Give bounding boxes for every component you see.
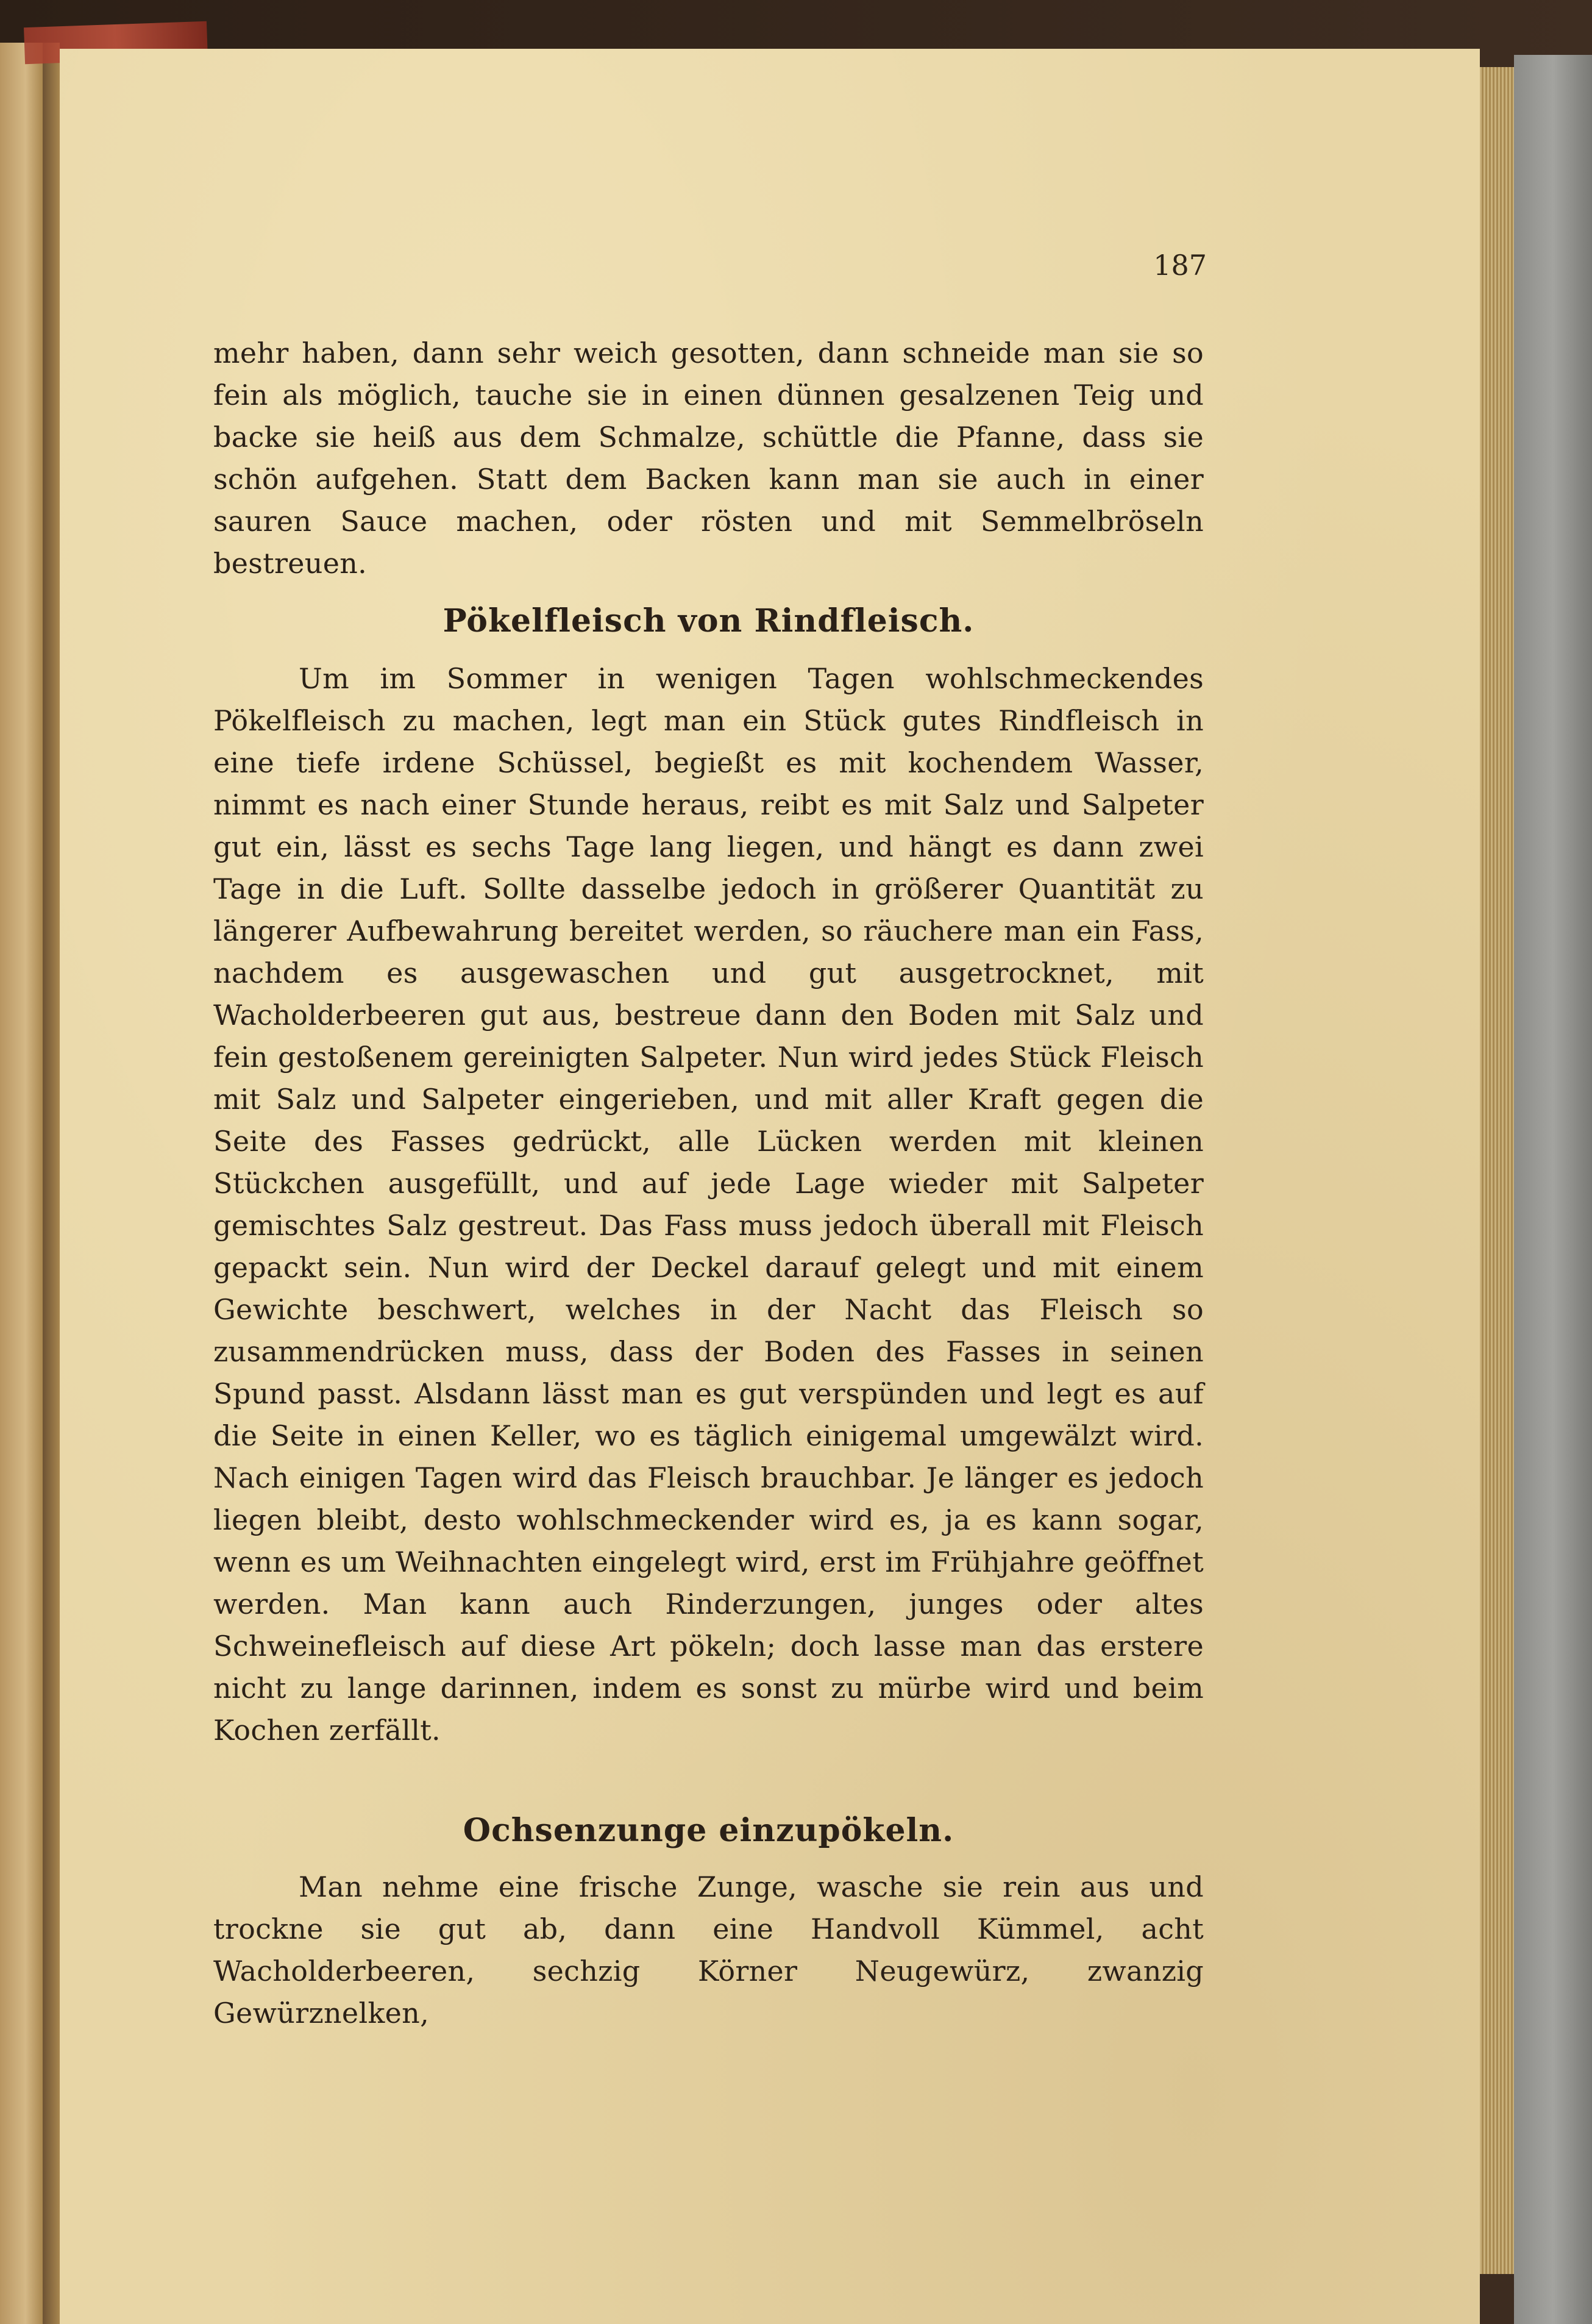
paragraph-pokelfleisch: Um im Sommer in wenigen Tagen wohlschmeckendes Pökelfleisch zu machen, legt man ein Stück gutes Rindfleisch in eine tiefe irdene Schüssel, begießt es mit kochendem Wasser, nimmt es nach einer Stunde heraus, reibt es mit Salz und Salpeter gut ein, lässt es sechs Tage lang liegen, und hängt es dann zwei Tage in die Luft. Sollte dasselbe jedoch in größerer Quantität zu längerer Aufbewahrung bereitet werden, so räuchere man ein Fass, nachdem es ausgewaschen und gut ausgetrocknet, mit Wacholderbeeren gut aus, bestreue dann den Boden mit Salz und fein gestoßenem gereinigten Salpeter. Nun wird jedes Stück Fleisch mit Salz und Salpeter eingerieben, und mit aller Kraft gegen die Seite des Fasses gedrückt, alle Lücken werden mit kleinen Stückchen ausgefüllt, und auf jede Lage wieder mit Salpeter gemischtes Salz gestreut. Das Fass muss jedoch überall mit Fleisch gepackt sein. Nun wird der Deckel darauf gelegt und mit einem Gewichte beschwert, welches in der Nacht das Fleisch so zusammendrücken muss, dass der Boden des Fasses in seinen Spund passt. Alsdann lässt man es gut verspünden und legt es auf die Seite in einen Keller, wo es täglich einigemal umgewälzt wird. Nach einigen Tagen wird das Fleisch brauchbar. Je länger es jedoch liegen bleibt, desto wohlschmeckender wird es, ja es kann sogar, wenn es um Weihnachten eingelegt wird, erst im Frühjahre geöffnet werden. Man kann auch Rinderzungen, junges oder altes Schweinefleisch auf diese Art pökeln; doch lasse man das erstere nicht zu lange darinnen, indem es sonst zu mürbe wird und beim Kochen zerfällt.: [213, 662, 1204, 1747]
section-heading-pokelfleisch: Pökelfleisch von Rindfleisch.: [442, 602, 975, 640]
paragraph-ochsenzunge: Man nehme eine frische Zunge, wasche sie rein aus und trockne sie gut ab, dann eine Handvoll Kümmel, acht Wacholderbeeren, sechzig Körner Neugewürz, zwanzig Gewürznelken,: [213, 1870, 1204, 2030]
section-heading-ochsenzunge: Ochsenzunge einzupökeln.: [463, 1812, 954, 1849]
book-gutter: [43, 43, 60, 2324]
book-cover-edge: [1514, 55, 1592, 2324]
text-block: [213, 332, 1204, 2034]
page-stack-edge: [1480, 67, 1514, 2274]
page-number: 187: [1153, 249, 1207, 282]
paragraph-continuation: mehr haben, dann sehr weich gesotten, dann schneide man sie so fein als möglich, tauche sie in einen dünnen gesalzenen Teig und backe sie heiß aus dem Schmalze, schüttle die Pfanne, dass sie schön aufgehen. Statt dem Backen kann man sie auch in einer sauren Sauce machen, oder rösten und mit Semmelbröseln bestreuen.: [213, 337, 1204, 580]
previous-page-edge: [0, 43, 43, 2324]
